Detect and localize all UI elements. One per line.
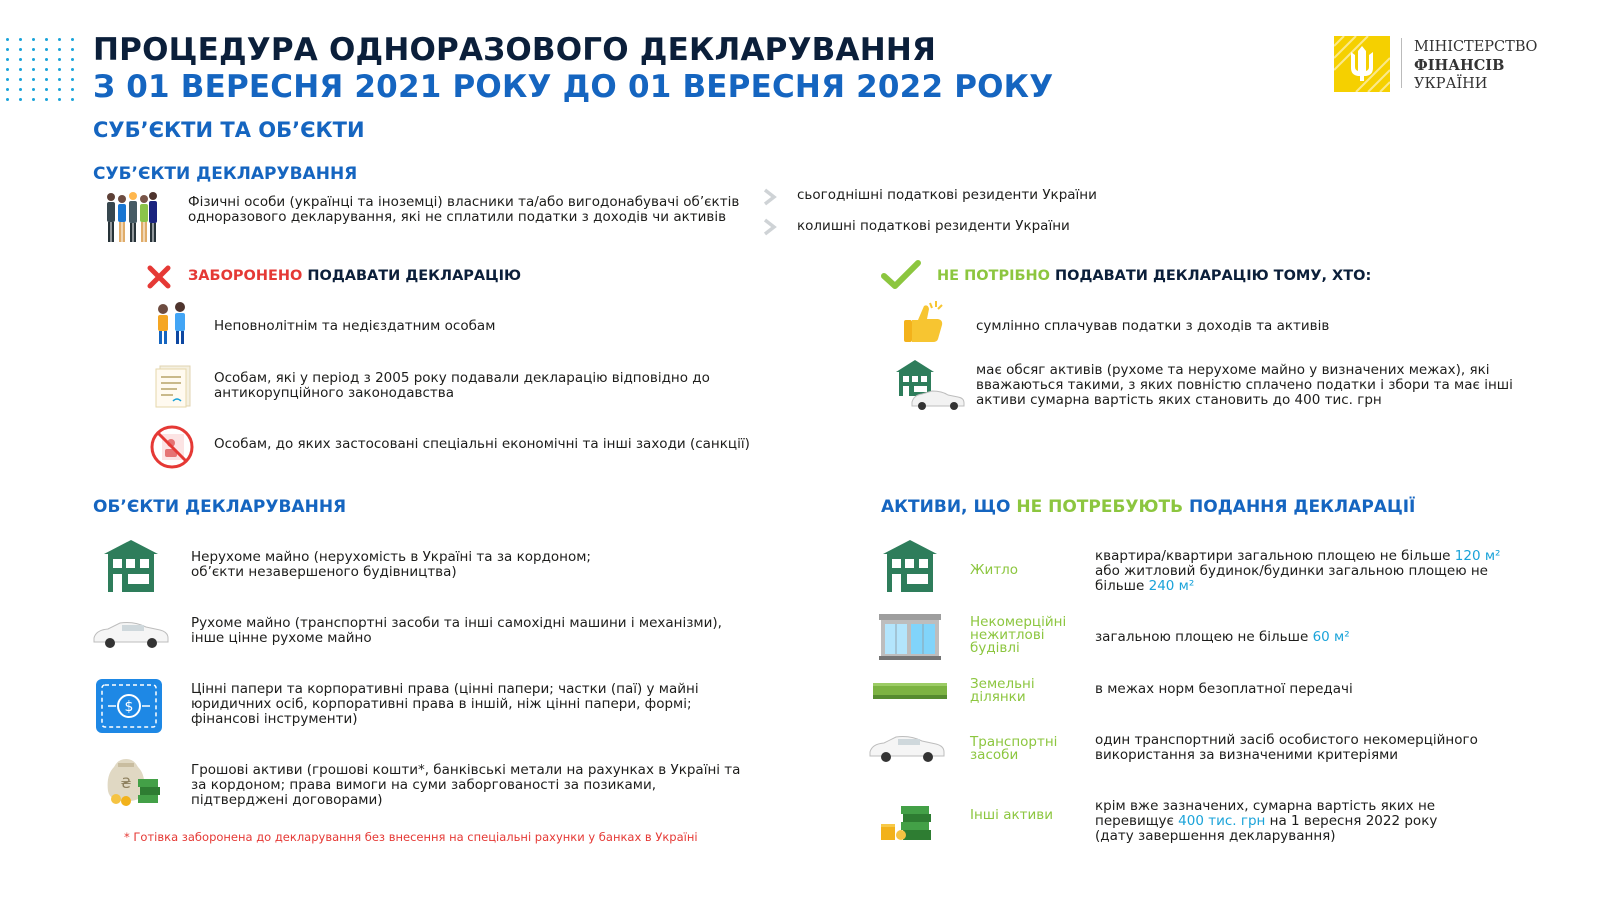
cash-footnote: * Готівка заборонена до декларування без внесення на спеціальні рахунки у банках в Україні	[124, 830, 698, 844]
forbidden-heading-rest: ПОДАВАТИ ДЕКЛАРАЦІЮ	[302, 268, 522, 284]
subject-type-current: сьогоднішні податкові резиденти України	[797, 187, 1097, 203]
asset-rule-text: загальною площею не більше	[1095, 629, 1313, 645]
page-title: ПРОЦЕДУРА ОДНОРАЗОВОГО ДЕКЛАРУВАННЯ	[93, 32, 937, 68]
exempt-heading-part1: АКТИВИ, ЩО	[881, 497, 1017, 517]
people-group-icon	[102, 190, 158, 244]
car-icon	[90, 618, 172, 650]
forbidden-item: Неповнолітнім та недієздатним особам	[214, 318, 496, 334]
sanctions-icon	[149, 424, 195, 470]
exempt-heading-part2: ПОДАННЯ ДЕКЛАРАЦІЇ	[1183, 497, 1416, 517]
object-item: Рухоме майно (транспортні засоби та інші самохідні машини і механізми), інше цінне рухоме майно	[191, 615, 722, 646]
subjects-heading: СУБ’ЄКТИ ДЕКЛАРУВАННЯ	[93, 164, 358, 184]
asset-rule-text: крім вже зазначених, сумарна вартість яких не перевищує	[1095, 798, 1436, 829]
asset-label-nonresidential: Некомерційні нежитлові будівлі	[970, 614, 1067, 656]
forbidden-item: Особам, які у період з 2005 року подавали декларацію відповідно до антикорупційного законодавства	[214, 370, 710, 401]
asset-rule-housing	[1095, 549, 1505, 594]
ministry-name-line2: ФІНАНСІВ	[1414, 56, 1505, 74]
svg-text:₴: ₴	[120, 776, 132, 792]
storefront-icon	[879, 614, 941, 660]
asset-rule-text: на 1 вересня 2022 року (дату завершення декларування)	[1095, 813, 1438, 844]
asset-rule-other	[1095, 799, 1475, 844]
objects-heading: ОБ’ЄКТИ ДЕКЛАРУВАННЯ	[93, 497, 347, 517]
not-required-item: має обсяг активів (рухоме та нерухоме майно у визначених межах), які вважаються такими, з яких повністю сплачено податки і збори та має інші активи сумарна вартість яких становить до 400 тис. грн	[976, 362, 1513, 408]
forbidden-item: Особам, до яких застосовані спеціальні економічні та інші заходи (санкції)	[214, 436, 750, 452]
thumbs-up-icon	[900, 298, 948, 346]
money-bag-icon	[104, 753, 162, 807]
subjects-description: Фізичні особи (українці та іноземці) власники та/або вигодонабувачі об’єктів одноразового декларування, які не сплатили податки з доходів чи активів	[188, 194, 740, 225]
asset-rule-value: 400 тис. грн	[1178, 813, 1266, 829]
svg-text:$: $	[124, 699, 134, 715]
chevron-right-icon	[763, 218, 777, 236]
asset-rule-land: в межах норм безоплатної передачі	[1095, 681, 1353, 697]
asset-label-vehicles: Транспортні засоби	[970, 734, 1058, 763]
document-icon	[153, 363, 193, 409]
page-subtitle: СУБ’ЄКТИ ТА ОБ’ЄКТИ	[93, 118, 365, 142]
minors-icon	[153, 300, 191, 346]
house-icon	[882, 538, 938, 594]
not-required-item: сумлінно сплачував податки з доходів та активів	[976, 318, 1330, 334]
check-icon	[880, 258, 922, 292]
not-required-heading	[937, 268, 1371, 284]
car-icon	[866, 732, 948, 764]
ministry-logo	[1334, 36, 1390, 92]
asset-rule-text: квартира/квартири загальною площею не більше	[1095, 548, 1455, 564]
exempt-assets-heading	[881, 497, 1415, 517]
subject-type-former: колишні податкові резиденти України	[797, 218, 1070, 234]
asset-label-housing: Житло	[970, 562, 1019, 578]
asset-rule-nonresidential	[1095, 630, 1350, 645]
object-item: Грошові активи (грошові кошти*, банківські метали на рахунках в Україні та за кордоном; права вимоги на суми заборгованості за позиками, підтверджені договорами)	[191, 762, 741, 808]
asset-rule-value: 120 м²	[1454, 548, 1501, 564]
decorative-dots	[6, 38, 77, 101]
forbidden-heading	[188, 268, 521, 284]
cross-icon	[146, 264, 172, 290]
not-required-heading-rest: ПОДАВАТИ ДЕКЛАРАЦІЮ ТОМУ, ХТО:	[1049, 268, 1372, 284]
coins-banknotes-icon	[879, 802, 935, 842]
land-plot-icon	[873, 683, 947, 699]
page-title-dates: З 01 ВЕРЕСНЯ 2021 РОКУ ДО 01 ВЕРЕСНЯ 2022 РОКУ	[93, 69, 1054, 105]
house-icon	[103, 538, 159, 594]
house-car-icon	[894, 358, 968, 412]
not-required-heading-accent: НЕ ПОТРІБНО	[937, 268, 1050, 284]
asset-label-other: Інші активи	[970, 807, 1053, 823]
asset-label-land: Земельні ділянки	[970, 676, 1035, 705]
logo-divider	[1401, 38, 1402, 88]
asset-rule-vehicles: один транспортний засіб особистого некомерційного використання за визначеними критеріями	[1095, 732, 1478, 763]
exempt-heading-accent: НЕ ПОТРЕБУЮТЬ	[1016, 497, 1184, 517]
asset-rule-value: 240 м²	[1148, 578, 1195, 594]
asset-rule-value: 60 м²	[1312, 629, 1350, 645]
trident-emblem-icon	[1334, 36, 1390, 92]
ministry-name	[1414, 38, 1537, 94]
securities-certificate-icon	[96, 679, 162, 733]
forbidden-heading-accent: ЗАБОРОНЕНО	[188, 268, 303, 284]
asset-rule-text: або житловий будинок/будинки загальною площею не більше	[1095, 563, 1488, 594]
ministry-name-line3: УКРАЇНИ	[1414, 76, 1488, 92]
object-item: Цінні папери та корпоративні права (цінні папери; частки (паї) у майні юридичних осіб, корпоративні права в іншій, ніж цінні папери, формі; фінансові інструменти)	[191, 681, 699, 727]
ministry-name-line1: МІНІСТЕРСТВО	[1414, 39, 1538, 55]
object-item: Нерухоме майно (нерухомість в Україні та за кордоном; об’єкти незавершеного будівництва)	[191, 549, 591, 580]
chevron-right-icon	[763, 188, 777, 206]
